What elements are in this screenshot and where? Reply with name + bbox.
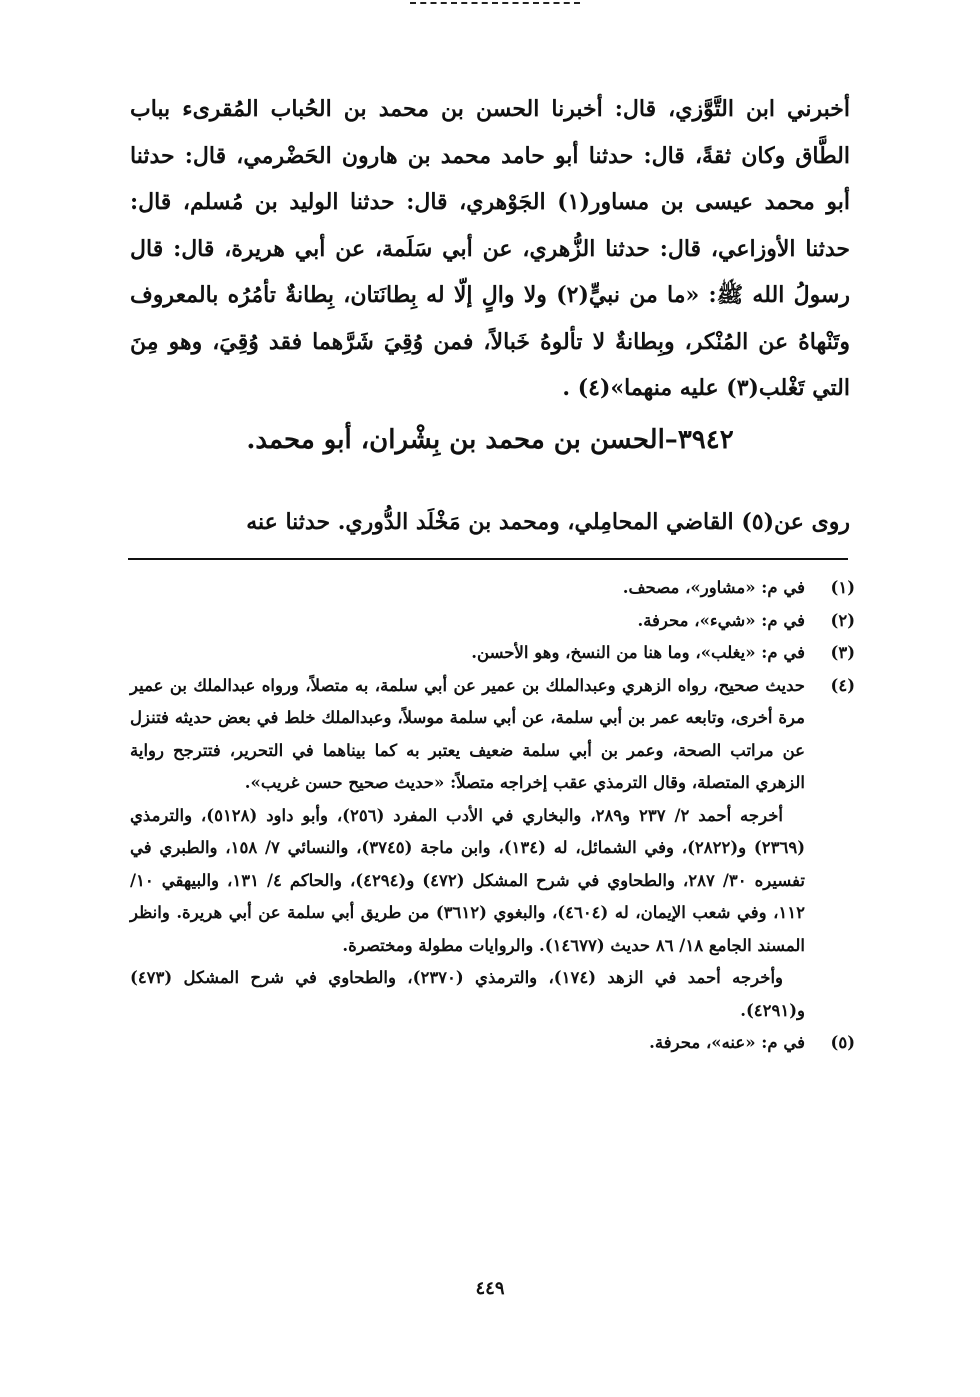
footnote-text: في م: «مشاور»، مصحف. [622,578,805,597]
footnote-text: في م: «عنه»، محرفة. [649,1033,805,1052]
body-text [130,86,850,412]
footnote-3 [130,637,855,670]
footnote-1 [130,572,855,605]
footnote-4 [130,670,855,800]
footnote-number: (٤) [830,675,855,695]
footnote-4-sources: أخرجه أحمد ٢/ ٢٣٧ و٢٨٩، والبخاري في الأدب المفرد (٢٥٦)، وأبو داود (٥١٢٨)، والترمذي (٢٣٦٩) و(٢٨٢٢)، وفي الشمائل، له (١٣٤)، وابن ماجة (٣٧٤٥)، والنسائي ٧/ ١٥٨، والطبري في تفسيره ٣٠/ ٢٨٧، والطحاوي في شرح المشكل (٤٧٢) و(٤٢٩٤)، والحاكم ٤/ ١٣١، والبيهقي ١٠/ ١١٢، وفي شعب الإيمان، له (٤٦٠٤)، والبغوي (٣٦١٢) من طريق أبي سلمة عن أبي هريرة. وانظر المسند الجامع ١٨/ ٨٦ حديث (١٤٦٧٧). والروايات مطولة ومختصرة. [130,805,805,955]
footnote-number: (١) [830,578,855,597]
footnote-number: (٢) [830,610,855,630]
footnote-separator [128,558,848,560]
footnotes [130,572,855,1060]
entry-text: روى عن(٥) القاضي المحامِلي، ومحمد بن مَخْلَد الدُّوري. حدثنا عنه [246,509,850,535]
footnote-5 [130,1027,855,1060]
footnote-text: حديث صحيح، رواه الزهري وعبدالملك بن عمير عن أبي سلمة، به متصلاً، ورواه عبدالملك بن عمير مرة أخرى، وتابعه عمر بن أبي سلمة، عن أبي سلمة موسلاً، وعبدالملك خلط في بعض حديثه فتنزل عن مراتب الصحة، وعمر بن أبي سلمة ضعيف يعتبر به كما بيناهما في التحرير، فتترجح رواية الزهري المتصلة، وقال الترمذي عقب إخراجه متصلاً: «حديث صحيح حسن غريب». [130,675,805,792]
footnote-2 [130,605,855,638]
page-number: ٤٤٩ [475,1278,505,1299]
footnote-number: (٣) [830,643,855,662]
top-rule [410,2,580,4]
footnote-4-sources-2: وأخرجه أحمد في الزهد (١٧٤)، والترمذي (٢٣٧٠)، والطحاوي في شرح المشكل (٤٧٣) و(٤٢٩١). [130,968,805,1020]
footnote-number: (٥) [830,1033,855,1052]
hadith-paragraph: أخبرني ابن التَّوَّزي، قال: أخبرنا الحسن بن محمد بن الحُباب المُقرىء بباب الطَّاق وكان ثقةً، قال: حدثنا أبو حامد محمد بن هارون الحَضْرمي، قال: حدثنا أبو محمد عيسى بن مساور(١) الجَوْهري، قال: حدثنا الوليد بن مُسلم، قال: حدثنا الأوزاعي، قال: حدثنا الزُّهري، عن أبي سَلَمة، عن أبي هريرة، قال: قال رسولُ الله ﷺ: «ما من نبيٍّ(٢) ولا والٍ إلّا له بِطانَتان، بِطانةٌ تأمُرُه بالمعروف وتَنْهاهُ عن المُنْكر، وبِطانةٌ لا تألوهُ خَبالاً، فمن وُقِيَ شَرَّهما فقد وُقِيَ، وهو مِنَ التي تَغْلب(٣) عليه منهما»(٤) . [130,96,851,401]
footnote-text: في م: «شيء»، محرفة. [637,610,805,630]
footnote-text: في م: «يغلب»، وما هنا من النسخ، وهو الأحسن. [471,643,805,662]
entry-heading: ٣٩٤٢–الحسن بن محمد بن بِشْران، أبو محمد. [246,425,734,455]
